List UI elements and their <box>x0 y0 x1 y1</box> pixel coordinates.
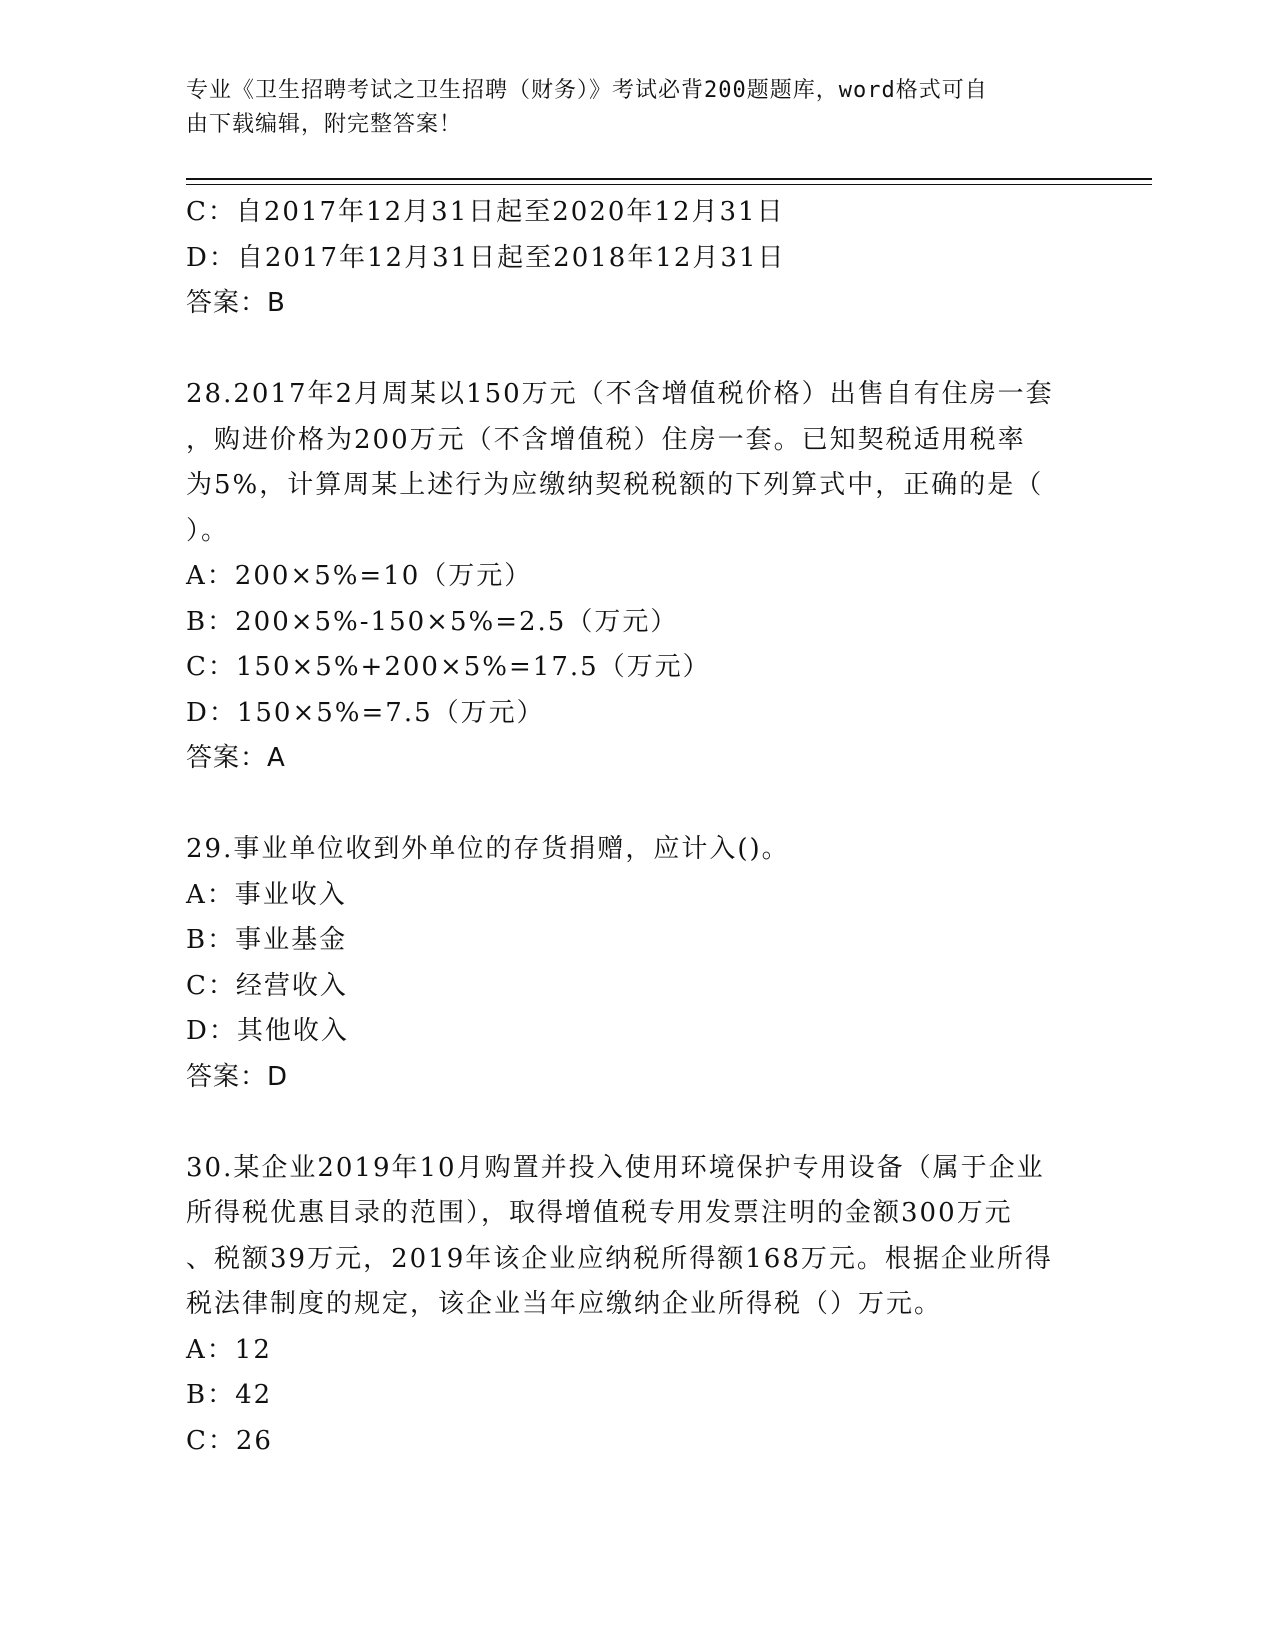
q30-stem-line-1: 30.某企业2019年10月购置并投入使用环境保护专用设备（属于企业 <box>186 1152 1045 1183</box>
q28-stem-line-3: 为5%，计算周某上述行为应缴纳契税税额的下列算式中，正确的是（ <box>186 470 1044 500</box>
q30-stem-line-2: 所得税优惠目录的范围），取得增值税专用发票注明的金额300万元 <box>186 1198 1013 1228</box>
q29-option-a: A：事业收入 <box>186 879 347 910</box>
q27-option-d: D：自2017年12月31日起至2018年12月31日 <box>186 242 786 273</box>
q30-stem-line-3: 、税额39万元，2019年该企业应纳税所得额168万元。根据企业所得 <box>186 1243 1053 1274</box>
q30-stem-line-4: 税法律制度的规定，该企业当年应缴纳企业所得税（）万元。 <box>186 1289 943 1319</box>
q28-stem-line-1: 28.2017年2月周某以150万元（不含增值税价格）出售自有住房一套 <box>186 379 1054 409</box>
q28-stem-line-2: ，购进价格为200万元（不含增值税）住房一套。已知契税适用税率 <box>186 424 1026 455</box>
q29-answer: 答案：D <box>186 1061 289 1092</box>
q29-option-d: D：其他收入 <box>186 1016 349 1046</box>
q28-option-d: D：150×5%=7.5（万元） <box>186 697 545 728</box>
q30-option-c: C：26 <box>186 1425 273 1456</box>
q28-option-b: B：200×5%-150×5%=2.5（万元） <box>186 606 679 637</box>
header-line-1: 专业《卫生招聘考试之卫生招聘（财务）》考试必背200题题库，word格式可自 <box>186 78 988 103</box>
page-header <box>186 74 1066 142</box>
spacer <box>186 1100 1086 1146</box>
spacer <box>186 327 1086 373</box>
header-rule-thick <box>186 178 1152 180</box>
q30-option-a: A：12 <box>186 1334 272 1365</box>
question-content <box>186 190 1086 1464</box>
q28-answer: 答案：A <box>186 743 286 773</box>
header-line-2: 由下载编辑，附完整答案！ <box>186 112 463 137</box>
q29-stem-line-1: 29.事业单位收到外单位的存货捐赠，应计入()。 <box>186 834 790 864</box>
header-rule-thin <box>186 184 1152 185</box>
q29-option-c: C：经营收入 <box>186 970 348 1001</box>
q28-stem-line-4: ）。 <box>186 515 230 546</box>
q28-option-a: A：200×5%=10（万元） <box>186 561 533 591</box>
q29-option-b: B：事业基金 <box>186 925 348 955</box>
spacer <box>186 782 1086 828</box>
q27-answer: 答案：B <box>186 288 286 318</box>
q28-option-c: C：150×5%+200×5%=17.5（万元） <box>186 652 711 682</box>
q30-option-b: B：42 <box>186 1380 273 1410</box>
q27-option-c: C：自2017年12月31日起至2020年12月31日 <box>186 197 785 227</box>
